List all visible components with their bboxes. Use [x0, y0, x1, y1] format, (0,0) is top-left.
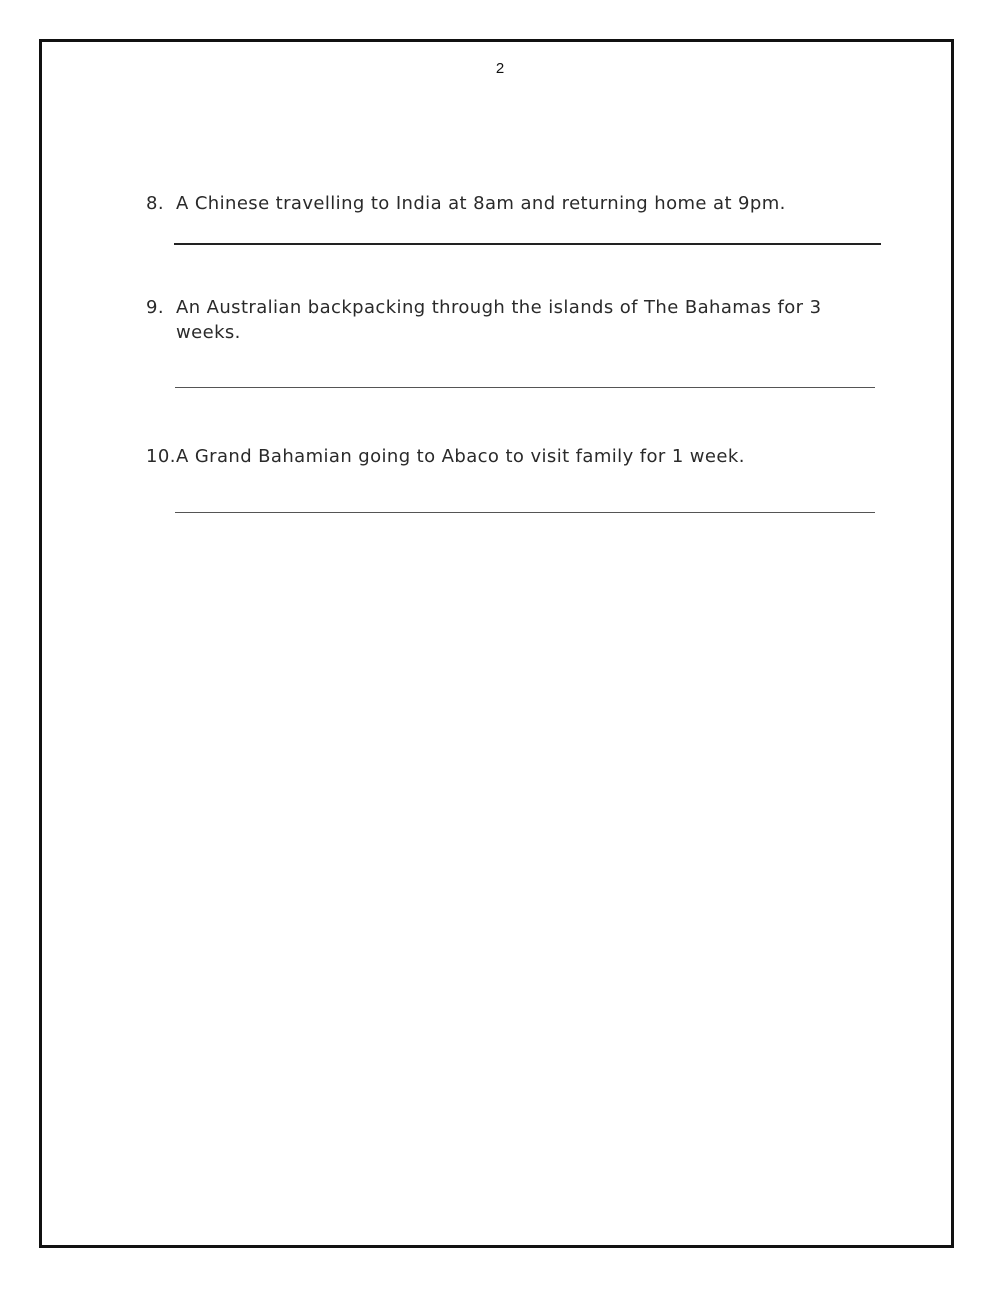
question-number: 8. [146, 193, 164, 214]
question-10 [146, 444, 876, 469]
question-text: A Grand Bahamian going to Abaco to visit family for 1 week. [176, 446, 745, 467]
answer-line-8[interactable] [174, 243, 881, 245]
question-text: A Chinese travelling to India at 8am and returning home at 9pm. [176, 193, 786, 214]
question-text: An Australian backpacking through the islands of The Bahamas for 3 weeks. [176, 297, 822, 343]
question-number: 9. [146, 297, 164, 318]
question-number: 10. [146, 446, 176, 467]
question-8 [146, 191, 876, 216]
question-9 [146, 295, 876, 345]
answer-line-10[interactable] [175, 512, 875, 513]
page-border [39, 39, 954, 1248]
answer-line-9[interactable] [175, 387, 875, 388]
page-number: 2 [495, 60, 505, 77]
